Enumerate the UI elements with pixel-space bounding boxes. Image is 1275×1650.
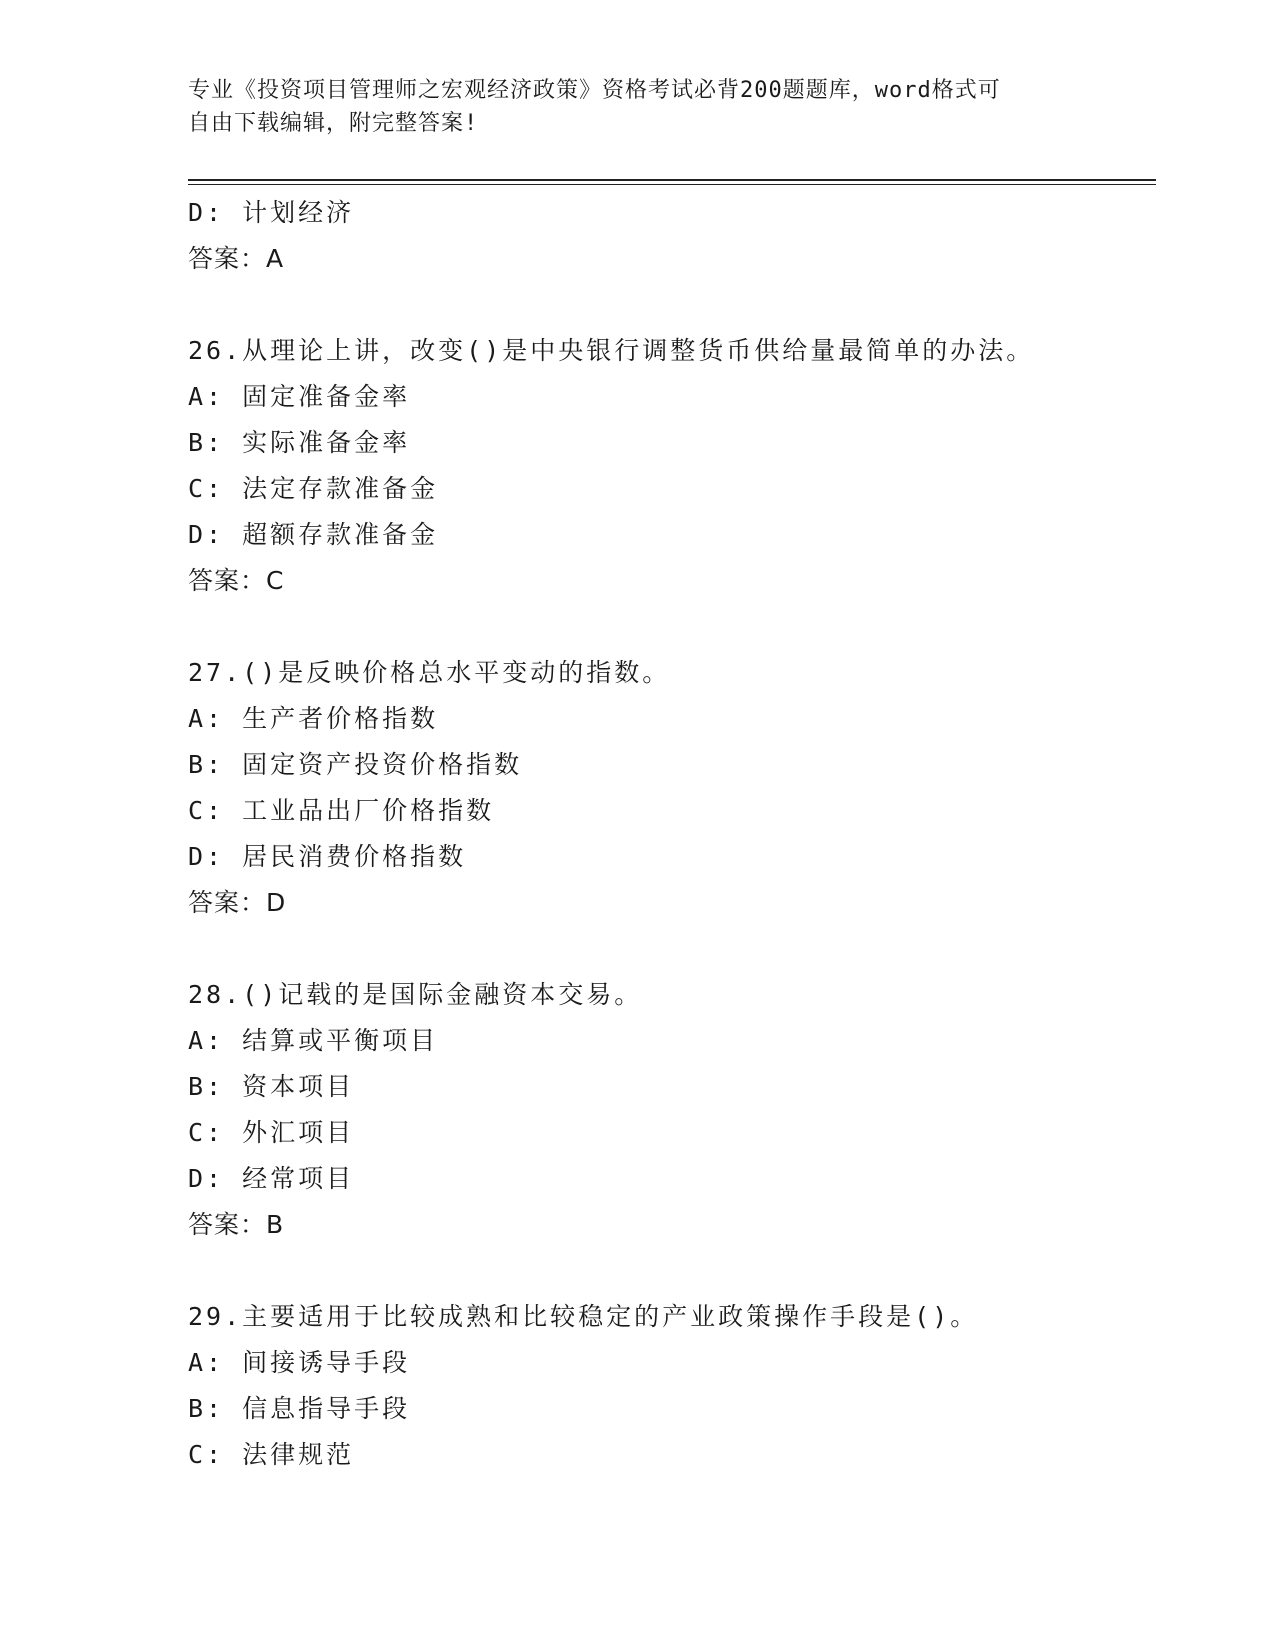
question-28 bbox=[188, 972, 1156, 1248]
header-line-1: 专业《投资项目管理师之宏观经济政策》资格考试必背200题题库，word格式可 bbox=[188, 78, 1001, 103]
spacer bbox=[188, 604, 1156, 650]
question-stem: 27.()是反映价格总水平变动的指数。 bbox=[188, 658, 671, 687]
option-d: D: 计划经济 bbox=[188, 198, 355, 227]
header-divider-thin bbox=[188, 184, 1156, 185]
option-d: D: 超额存款准备金 bbox=[188, 520, 439, 549]
header-divider-thick bbox=[188, 179, 1156, 181]
option-d: D: 居民消费价格指数 bbox=[188, 842, 467, 871]
option-c: C: 法律规范 bbox=[188, 1440, 355, 1469]
question-stem: 26.从理论上讲，改变()是中央银行调整货币供给量最简单的办法。 bbox=[188, 336, 1035, 365]
option-b: B: 实际准备金率 bbox=[188, 428, 411, 457]
document-header bbox=[188, 74, 1088, 140]
option-a: A: 间接诱导手段 bbox=[188, 1348, 411, 1377]
answer: 答案：B bbox=[188, 1210, 285, 1239]
answer: 答案：A bbox=[188, 244, 285, 273]
spacer bbox=[188, 1248, 1156, 1294]
answer: 答案：C bbox=[188, 566, 285, 595]
option-a: A: 结算或平衡项目 bbox=[188, 1026, 439, 1055]
question-26 bbox=[188, 328, 1156, 604]
spacer bbox=[188, 926, 1156, 972]
answer: 答案：D bbox=[188, 888, 287, 917]
option-b: B: 资本项目 bbox=[188, 1072, 355, 1101]
option-c: C: 外汇项目 bbox=[188, 1118, 355, 1147]
question-27 bbox=[188, 650, 1156, 926]
question-stem: 28.()记载的是国际金融资本交易。 bbox=[188, 980, 643, 1009]
question-stem: 29.主要适用于比较成熟和比较稳定的产业政策操作手段是()。 bbox=[188, 1302, 979, 1331]
header-line-2: 自由下载编辑，附完整答案! bbox=[188, 111, 479, 136]
option-c: C: 法定存款准备金 bbox=[188, 474, 439, 503]
option-a: A: 生产者价格指数 bbox=[188, 704, 439, 733]
option-a: A: 固定准备金率 bbox=[188, 382, 411, 411]
option-b: B: 固定资产投资价格指数 bbox=[188, 750, 523, 779]
question-29 bbox=[188, 1294, 1156, 1478]
option-b: B: 信息指导手段 bbox=[188, 1394, 411, 1423]
option-c: C: 工业品出厂价格指数 bbox=[188, 796, 495, 825]
question-list bbox=[188, 190, 1156, 1478]
option-d: D: 经常项目 bbox=[188, 1164, 355, 1193]
spacer bbox=[188, 282, 1156, 328]
